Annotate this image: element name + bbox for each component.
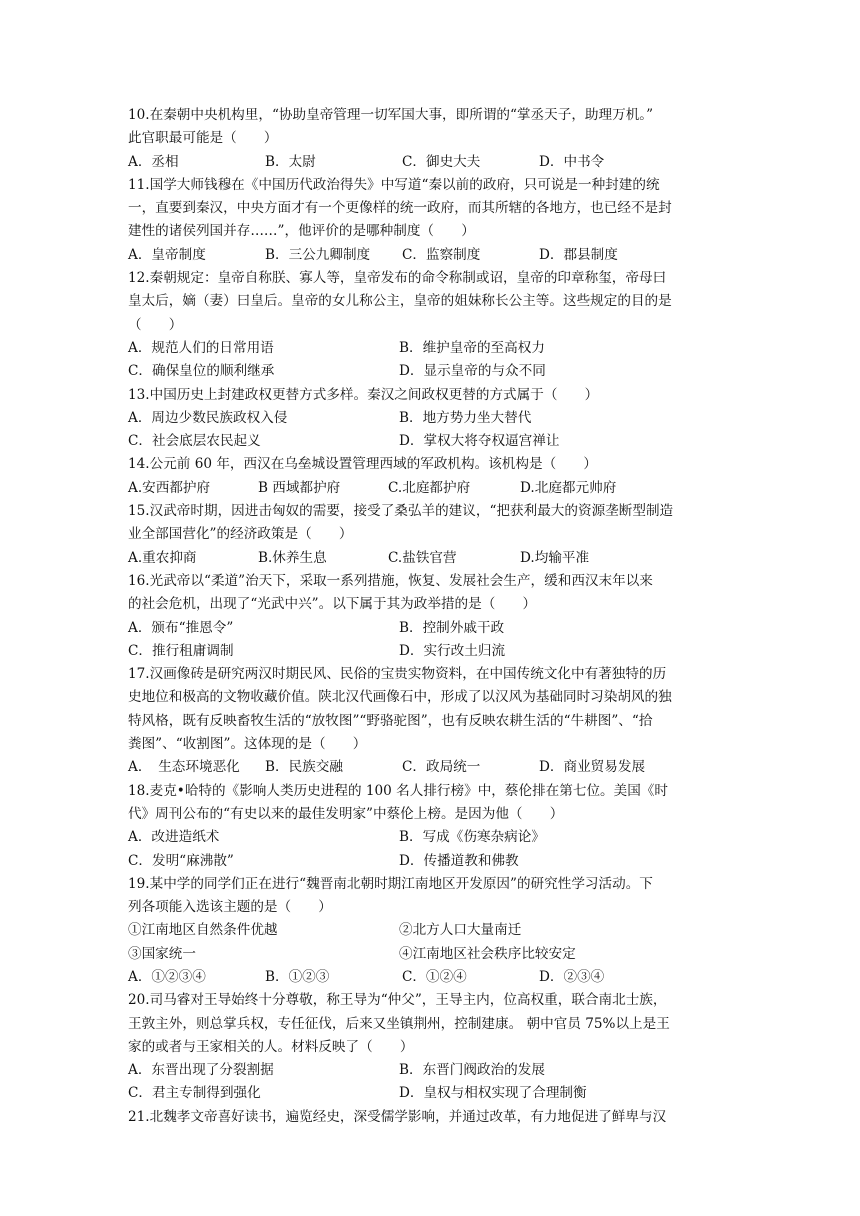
answer-option: A．东晋出现了分裂割据 [128, 1062, 274, 1079]
answer-option: B 西域都护府 [258, 479, 341, 496]
option-row [128, 756, 738, 779]
answer-option: A.安西都护府 [128, 479, 211, 496]
statement-item: ③国家统一 [128, 945, 196, 962]
question-block [128, 267, 738, 383]
question-stem-line: 建性的诸侯列国并存……”，他评价的是哪种制度（ ） [128, 223, 475, 240]
answer-option: B．写成《伤寒杂病论》 [399, 829, 545, 846]
question-stem-line: 21.北魏孝文帝喜好读书，遍览经史，深受儒学影响，并通过改革，有力地促进了鲜卑与汉 [128, 1108, 667, 1125]
answer-option: B．民族交融 [265, 759, 343, 776]
answer-option: C．确保皇位的顺利继承 [128, 363, 275, 380]
option-row [128, 360, 738, 383]
question-stem-line: 13.中国历史上封建政权更替方式多样。秦汉之间政权更替的方式属于（ ） [128, 386, 599, 403]
question-block [128, 104, 738, 174]
question-stem-line: 王敦主外，则总掌兵权，专任征伐，后来又坐镇荆州，控制建康。 朝中官员 75%以上是王 [128, 1015, 670, 1032]
answer-option: A． 生态环境恶化 [128, 759, 240, 776]
answer-option: B．东晋门阀政治的发展 [399, 1062, 545, 1079]
option-row [128, 826, 738, 849]
question-stem-line: 史地位和极高的文物收藏价值。陕北汉代画像石中，形成了以汉风为基础同时习染胡风的独 [128, 689, 672, 706]
statement-row [128, 943, 738, 966]
answer-option: B．三公九卿制度 [265, 246, 371, 263]
option-row [128, 151, 738, 174]
answer-option: C．推行租庸调制 [128, 642, 234, 659]
answer-option: C．君主专制得到强化 [128, 1085, 261, 1102]
question-block [128, 384, 738, 454]
answer-option: C．政局统一 [402, 759, 481, 776]
option-row [128, 337, 738, 360]
answer-option: C．发明“麻沸散” [128, 852, 234, 869]
question-stem-line: 的社会危机，出现了“光武中兴”。以下属于其为政举措的是（ ） [128, 596, 537, 613]
answer-option: D．皇权与相权实现了合理制衡 [399, 1085, 587, 1102]
question-block [128, 989, 738, 1105]
answer-option: C．御史大夫 [402, 153, 481, 170]
option-row [128, 244, 738, 267]
question-block [128, 500, 738, 570]
question-stem-line: 20.司马睿对王导始终十分尊敬，称王导为“仲父”，王导主内，位高权重，联合南北士族， [128, 992, 667, 1009]
option-row [128, 477, 738, 500]
question-stem-line: 11.国学大师钱穆在《中国历代政治得失》中写道“秦以前的政府，只可说是一种封建的统 [128, 176, 660, 193]
answer-option: B．①②③ [265, 968, 330, 985]
exam-page [128, 104, 738, 1129]
answer-option: D.北庭都元帅府 [520, 479, 617, 496]
question-stem-line: 代》周刊公布的“有史以来的最佳发明家”中蔡伦上榜。是因为他（ ） [128, 805, 564, 822]
answer-option: D．郡县制度 [539, 246, 618, 263]
answer-option: B．地方势力坐大替代 [399, 409, 532, 426]
answer-option: B．维护皇帝的至高权力 [399, 339, 545, 356]
question-block [128, 1106, 738, 1129]
question-block [128, 570, 738, 663]
question-stem-line: 特风格，既有反映畜牧生活的“放牧图”“野骆驼图”，也有反映农耕生活的“牛耕图”、“拾 [128, 712, 653, 729]
question-block [128, 873, 738, 989]
question-stem-line: 家的或者与王家相关的人。材料反映了（ ） [128, 1038, 414, 1055]
question-stem-line: 15.汉武帝时期，因进击匈奴的需要，接受了桑弘羊的建议，“把获利最大的资源垄断型制造 [128, 503, 674, 520]
answer-option: D．商业贸易发展 [539, 759, 646, 776]
statement-item: ④江南地区社会秩序比较安定 [399, 945, 576, 962]
question-block [128, 174, 738, 267]
option-row [128, 640, 738, 663]
answer-option: B．控制外戚干政 [399, 619, 505, 636]
question-block [128, 663, 738, 779]
question-stem-line: 14.公元前 60 年，西汉在乌垒城设置管理西域的军政机构。该机构是（ ） [128, 456, 597, 473]
answer-option: A．改进造纸术 [128, 829, 220, 846]
option-row [128, 1082, 738, 1105]
answer-option: D．掌权大将夺权逼宫禅让 [399, 433, 560, 450]
question-stem-line: 皇太后，嫡（妻）曰皇后。皇帝的女儿称公主，皇帝的姐妹称长公主等。这些规定的目的是 [128, 293, 672, 310]
question-stem-line: （ ） [128, 316, 183, 333]
option-row [128, 1059, 738, 1082]
option-row [128, 407, 738, 430]
answer-option: D．实行改土归流 [399, 642, 506, 659]
answer-option: A．颁布“推恩令” [128, 619, 234, 636]
answer-option: A．①②③④ [128, 968, 206, 985]
question-stem-line: 17.汉画像砖是研究两汉时期民风、民俗的宝贵实物资料，在中国传统文化中有著独特的历 [128, 666, 667, 683]
answer-option: B．太尉 [265, 153, 316, 170]
question-stem-line: 18.麦克•哈特的《影响人类历史进程的 100 名人排行榜》中，蔡伦排在第七位。美国《时 [128, 782, 669, 799]
question-stem-line: 一，直要到秦汉，中央方面才有一个更像样的统一政府，而其所辖的各地方，也已经不是封 [128, 200, 672, 217]
question-stem-line: 16.光武帝以“柔道”治天下，采取一系列措施，恢复、发展社会生产，缓和西汉末年以来 [128, 572, 653, 589]
answer-option: D．传播道教和佛教 [399, 852, 519, 869]
option-row [128, 850, 738, 873]
answer-option: A．规范人们的日常用语 [128, 339, 274, 356]
answer-option: A．皇帝制度 [128, 246, 206, 263]
answer-option: C．社会底层农民起义 [128, 433, 261, 450]
option-row [128, 547, 738, 570]
question-stem-line: 19.某中学的同学们正在进行“魏晋南北朝时期江南地区开发原因”的研究性学习活动。下 [128, 875, 653, 892]
answer-option: C．①②④ [402, 968, 467, 985]
answer-option: A．丞相 [128, 153, 179, 170]
answer-option: B.休养生息 [258, 549, 327, 566]
question-block [128, 453, 738, 500]
question-stem-line: 12.秦朝规定：皇帝自称朕、寡人等，皇帝发布的命令称制或诏，皇帝的印章称玺，帝母曰 [128, 270, 667, 287]
option-row [128, 966, 738, 989]
answer-option: D．显示皇帝的与众不同 [399, 363, 546, 380]
answer-option: A.重农抑商 [128, 549, 197, 566]
answer-option: C.北庭都护府 [388, 479, 471, 496]
question-stem-line: 此官职最可能是（ ） [128, 130, 278, 147]
question-stem-line: 粪图”、“收割图”。这体现的是（ ） [128, 736, 367, 753]
question-block [128, 780, 738, 873]
question-stem-line: 10.在秦朝中央机构里，“协助皇帝管理一切军国大事，即所谓的“掌丞天子，助理万机。” [128, 107, 654, 123]
answer-option: C．监察制度 [402, 246, 481, 263]
option-row [128, 617, 738, 640]
statement-row [128, 919, 738, 942]
answer-option: A．周边少数民族政权入侵 [128, 409, 288, 426]
question-stem-line: 列各项能入选该主题的是（ ） [128, 899, 332, 916]
question-stem-line: 业全部国营化”的经济政策是（ ） [128, 526, 353, 543]
statement-item: ①江南地区自然条件优越 [128, 922, 278, 939]
answer-option: C.盐铁官营 [388, 549, 457, 566]
option-row [128, 430, 738, 453]
answer-option: D.均输平准 [520, 549, 590, 566]
answer-option: D．中书令 [539, 153, 605, 170]
answer-option: D．②③④ [539, 968, 605, 985]
statement-item: ②北方人口大量南迁 [399, 922, 522, 939]
